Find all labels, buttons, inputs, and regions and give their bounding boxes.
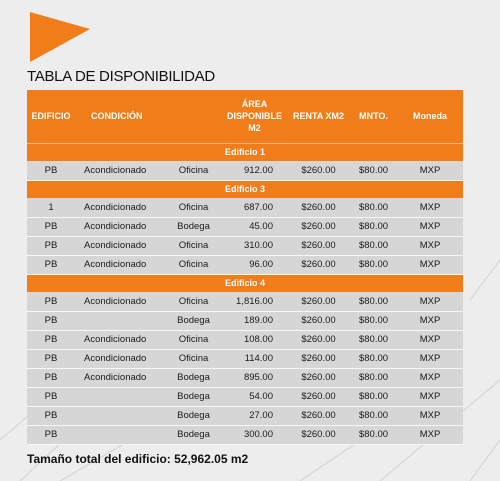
cell-area: 114.00 — [222, 349, 287, 368]
cell-moneda: MXP — [397, 236, 463, 255]
cell-renta: $260.00 — [287, 387, 350, 406]
table-row — [27, 330, 463, 349]
table-header-row — [27, 90, 463, 143]
header-mnto: MNTO. — [350, 90, 397, 143]
table-row — [27, 368, 463, 387]
page-title: TABLA DE DISPONIBILIDAD — [27, 68, 215, 85]
cell-area: 189.00 — [222, 311, 287, 330]
cell-edificio: PB — [27, 292, 75, 311]
cell-mnto: $80.00 — [350, 330, 397, 349]
cell-renta: $260.00 — [287, 236, 350, 255]
group-title: Edificio 4 — [27, 274, 463, 292]
cell-condicion: Acondicionado — [75, 161, 165, 180]
header-renta: RENTA XM2 — [287, 90, 350, 143]
header-area-line-3: M2 — [248, 123, 261, 134]
cell-tipo: Bodega — [165, 217, 222, 236]
group-title: Edificio 1 — [27, 143, 463, 161]
group-title: Edificio 3 — [27, 180, 463, 198]
cell-edificio: PB — [27, 349, 75, 368]
header-moneda: Moneda — [397, 90, 463, 143]
cell-area: 96.00 — [222, 255, 287, 274]
cell-edificio: PB — [27, 425, 75, 444]
cell-area: 300.00 — [222, 425, 287, 444]
cell-mnto: $80.00 — [350, 217, 397, 236]
cell-condicion: Acondicionado — [75, 255, 165, 274]
cell-mnto: $80.00 — [350, 255, 397, 274]
table-row — [27, 198, 463, 217]
header-area-line-2: DISPONIBLE — [226, 111, 282, 122]
cell-renta: $260.00 — [287, 349, 350, 368]
cell-mnto: $80.00 — [350, 349, 397, 368]
cell-edificio: PB — [27, 406, 75, 425]
header-condicion: CONDICIÓN — [75, 90, 165, 143]
cell-moneda: MXP — [397, 217, 463, 236]
table-row — [27, 349, 463, 368]
cell-area: 912.00 — [222, 161, 287, 180]
cell-condicion: Acondicionado — [75, 198, 165, 217]
cell-mnto: $80.00 — [350, 406, 397, 425]
cell-renta: $260.00 — [287, 425, 350, 444]
cell-tipo: Oficina — [165, 236, 222, 255]
table-row — [27, 387, 463, 406]
cell-mnto: $80.00 — [350, 368, 397, 387]
cell-edificio: PB — [27, 368, 75, 387]
cell-edificio: PB — [27, 387, 75, 406]
availability-table — [27, 90, 463, 445]
cell-tipo: Oficina — [165, 292, 222, 311]
cell-area: 54.00 — [222, 387, 287, 406]
cell-edificio: PB — [27, 330, 75, 349]
cell-renta: $260.00 — [287, 255, 350, 274]
cell-tipo: Oficina — [165, 349, 222, 368]
cell-renta: $260.00 — [287, 161, 350, 180]
cell-moneda: MXP — [397, 161, 463, 180]
cell-condicion — [75, 425, 165, 444]
table-row — [27, 217, 463, 236]
cell-moneda: MXP — [397, 349, 463, 368]
group-header-row — [27, 180, 463, 198]
orange-triangle-logo — [30, 12, 90, 62]
cell-tipo: Oficina — [165, 161, 222, 180]
cell-condicion: Acondicionado — [75, 236, 165, 255]
cell-condicion: Acondicionado — [75, 217, 165, 236]
cell-edificio: PB — [27, 217, 75, 236]
cell-mnto: $80.00 — [350, 198, 397, 217]
cell-tipo: Bodega — [165, 368, 222, 387]
header-edificio: EDIFICIO — [27, 90, 75, 143]
cell-renta: $260.00 — [287, 330, 350, 349]
cell-area: 895.00 — [222, 368, 287, 387]
cell-condicion — [75, 406, 165, 425]
header-area-line-1: ÁREA — [241, 99, 268, 110]
table-row — [27, 161, 463, 180]
cell-mnto: $80.00 — [350, 236, 397, 255]
table-row — [27, 255, 463, 274]
cell-tipo: Oficina — [165, 198, 222, 217]
cell-edificio: PB — [27, 236, 75, 255]
cell-condicion — [75, 311, 165, 330]
cell-area: 45.00 — [222, 217, 287, 236]
cell-tipo: Oficina — [165, 255, 222, 274]
cell-renta: $260.00 — [287, 198, 350, 217]
cell-renta: $260.00 — [287, 406, 350, 425]
cell-mnto: $80.00 — [350, 292, 397, 311]
header-tipo — [165, 90, 222, 143]
group-header-row — [27, 143, 463, 161]
table-row — [27, 425, 463, 444]
cell-area: 687.00 — [222, 198, 287, 217]
cell-moneda: MXP — [397, 330, 463, 349]
header-area — [222, 90, 287, 143]
cell-condicion — [75, 387, 165, 406]
table-body — [27, 143, 463, 444]
cell-area: 108.00 — [222, 330, 287, 349]
cell-renta: $260.00 — [287, 292, 350, 311]
cell-mnto: $80.00 — [350, 161, 397, 180]
table-row — [27, 292, 463, 311]
cell-condicion: Acondicionado — [75, 292, 165, 311]
cell-moneda: MXP — [397, 292, 463, 311]
cell-moneda: MXP — [397, 368, 463, 387]
cell-moneda: MXP — [397, 425, 463, 444]
cell-condicion: Acondicionado — [75, 330, 165, 349]
cell-area: 1,816.00 — [222, 292, 287, 311]
cell-tipo: Bodega — [165, 425, 222, 444]
group-header-row — [27, 274, 463, 292]
cell-renta: $260.00 — [287, 217, 350, 236]
cell-moneda: MXP — [397, 311, 463, 330]
table-row — [27, 311, 463, 330]
cell-tipo: Oficina — [165, 330, 222, 349]
cell-area: 27.00 — [222, 406, 287, 425]
cell-tipo: Bodega — [165, 387, 222, 406]
cell-edificio: PB — [27, 255, 75, 274]
cell-moneda: MXP — [397, 198, 463, 217]
cell-area: 310.00 — [222, 236, 287, 255]
cell-tipo: Bodega — [165, 406, 222, 425]
cell-condicion: Acondicionado — [75, 349, 165, 368]
cell-moneda: MXP — [397, 406, 463, 425]
table-row — [27, 236, 463, 255]
cell-edificio: PB — [27, 311, 75, 330]
table-row — [27, 406, 463, 425]
cell-mnto: $80.00 — [350, 311, 397, 330]
cell-edificio: PB — [27, 161, 75, 180]
cell-renta: $260.00 — [287, 311, 350, 330]
total-building-size: Tamaño total del edificio: 52,962.05 m2 — [27, 452, 249, 466]
cell-condicion: Acondicionado — [75, 368, 165, 387]
cell-edificio: 1 — [27, 198, 75, 217]
cell-renta: $260.00 — [287, 368, 350, 387]
cell-mnto: $80.00 — [350, 387, 397, 406]
cell-mnto: $80.00 — [350, 425, 397, 444]
cell-moneda: MXP — [397, 255, 463, 274]
cell-tipo: Bodega — [165, 311, 222, 330]
cell-moneda: MXP — [397, 387, 463, 406]
